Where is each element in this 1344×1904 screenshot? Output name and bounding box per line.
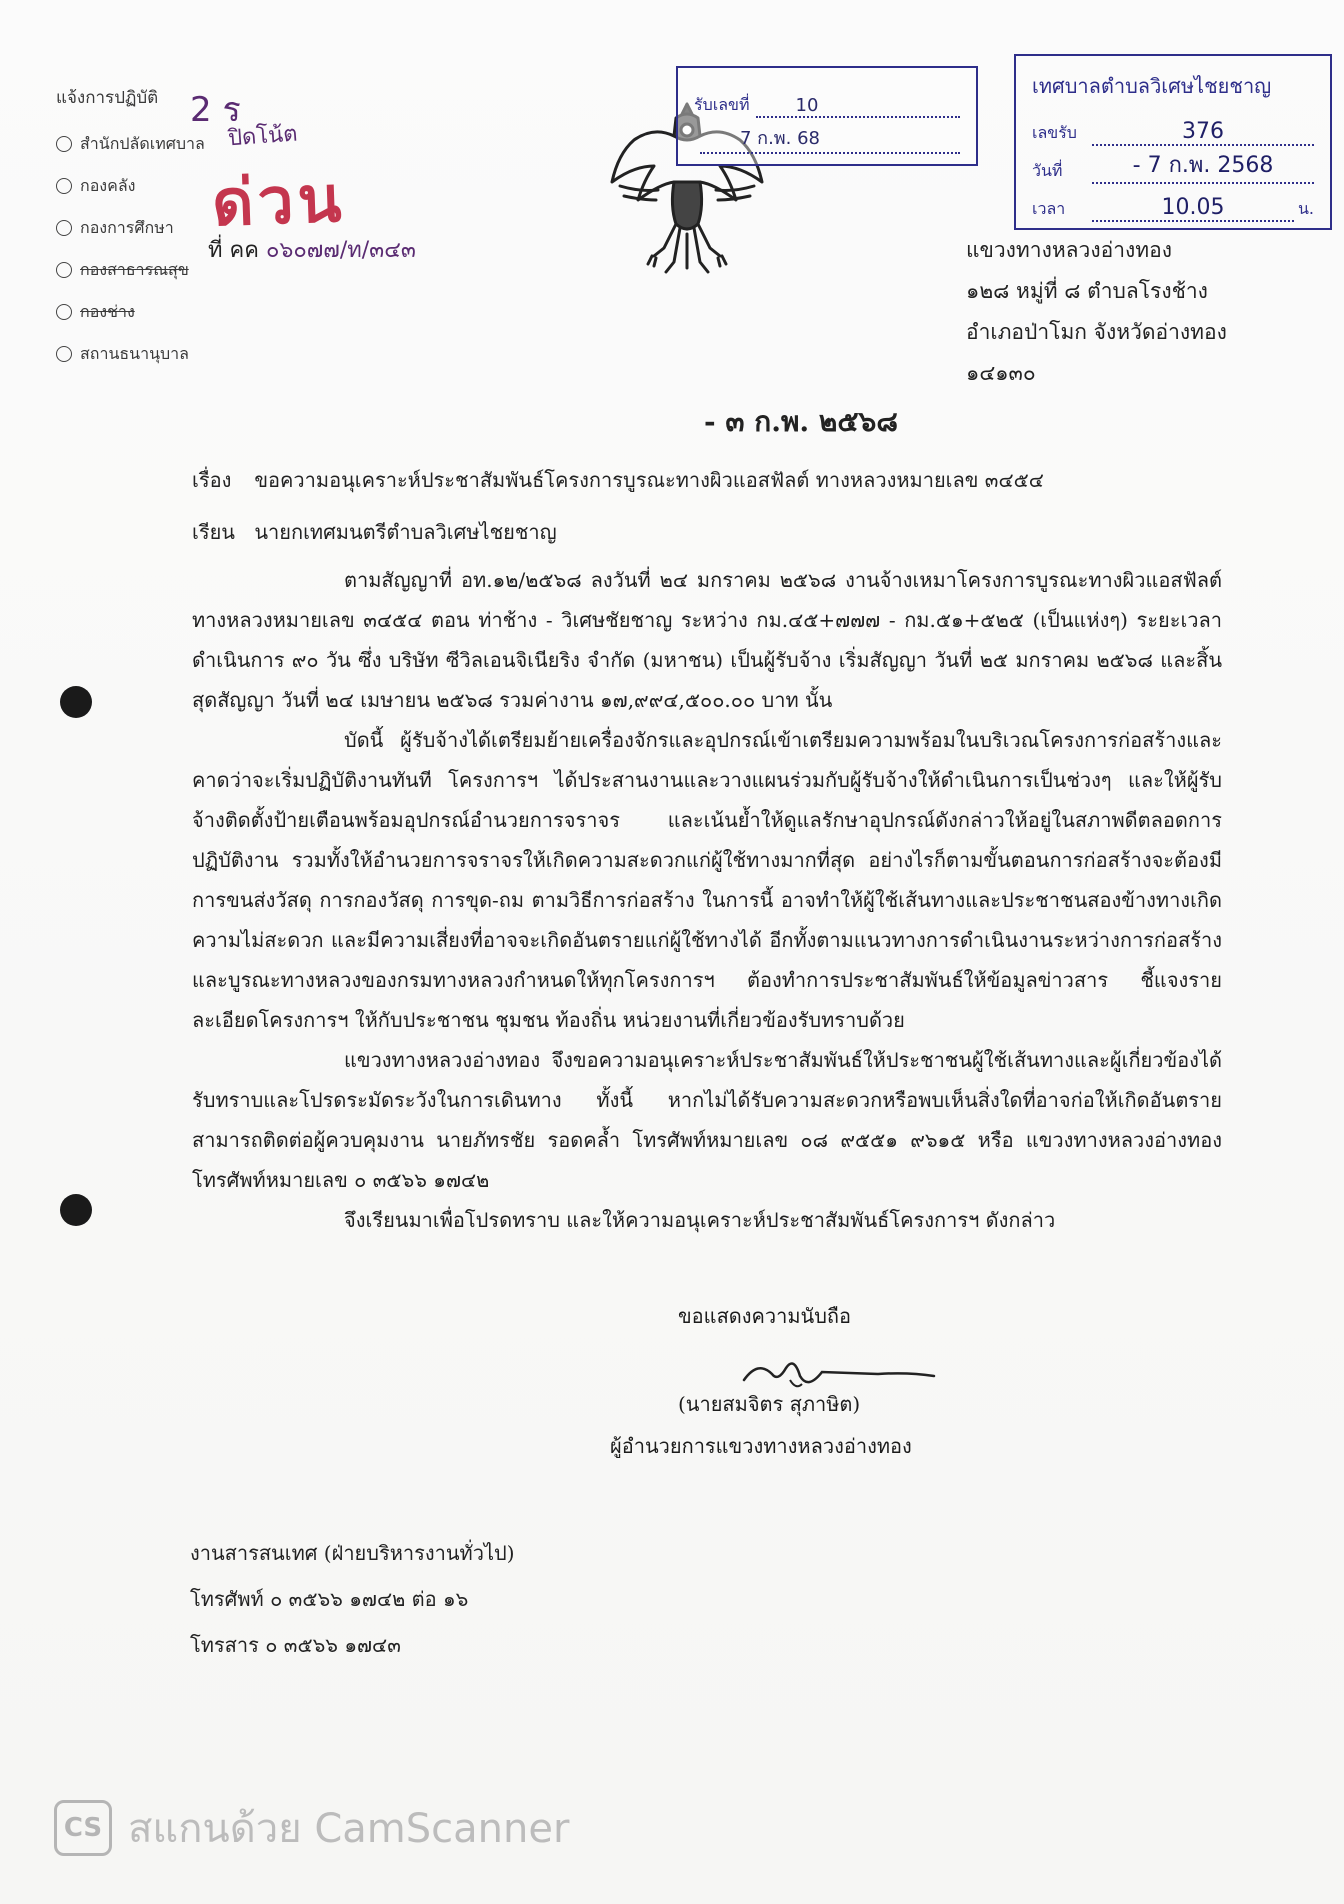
recipient-line — [192, 516, 557, 548]
radio-circle-icon — [56, 178, 72, 194]
recipient-label: เรียน — [192, 520, 235, 544]
urgent-stamp: ด่วน — [210, 162, 347, 242]
municipal-time-row — [1032, 184, 1314, 222]
routing-item-label: กองช่าง — [80, 301, 135, 321]
receive-number-label: รับเลขที่ — [694, 95, 750, 114]
receive-number-row — [694, 82, 960, 118]
municipal-time-value: 10.05 — [1092, 195, 1294, 222]
address-line: ๑๔๑๓๐ — [966, 361, 1036, 385]
municipal-receive-stamp — [1014, 54, 1332, 230]
document-number — [208, 232, 416, 267]
document-number-value: ๐๖๐๗๗/ท/๓๔๓ — [265, 238, 416, 263]
routing-item — [56, 333, 416, 375]
document-number-prefix: ที่ คค — [208, 238, 259, 263]
municipal-number-value: 376 — [1092, 119, 1314, 146]
letter-body — [192, 560, 1222, 1240]
punch-hole — [60, 686, 92, 718]
body-closing: จึงเรียนมาเพื่อโปรดทราบ และให้ความอนุเคราะห์ประชาสัมพันธ์โครงการฯ ดังกล่าว — [344, 1208, 1056, 1232]
receive-number-value: 10 — [756, 95, 960, 118]
municipal-date-value: - 7 ก.พ. 2568 — [1092, 147, 1314, 184]
radio-circle-icon — [56, 136, 72, 152]
signer-position: ผู้อำนวยการแขวงทางหลวงอ่างทอง — [610, 1434, 912, 1458]
routing-item-label: กองคลัง — [80, 175, 136, 195]
footer-line: งานสารสนเทศ (ฝ่ายบริหารงานทั่วไป) — [190, 1541, 515, 1565]
address-line: อำเภอป่าโมก จังหวัดอ่างทอง — [966, 320, 1227, 344]
address-line: ๑๒๘ หมู่ที่ ๘ ตำบลโรงช้าง — [966, 279, 1208, 303]
footer-line: โทรศัพท์ ๐ ๓๕๖๖ ๑๗๔๒ ต่อ ๑๖ — [190, 1587, 469, 1611]
camscanner-watermark — [54, 1796, 569, 1860]
municipal-stamp-title: เทศบาลตำบลวิเศษไชยชาญ — [1032, 74, 1272, 98]
regards: ขอแสดงความนับถือ — [678, 1304, 852, 1328]
municipal-date-label: วันที่ — [1032, 161, 1063, 180]
routing-item-label: สำนักปลัดเทศบาล — [80, 133, 205, 153]
camscanner-text: สแกนด้วย CamScanner — [128, 1806, 570, 1852]
routing-item-label: สถานธนานุบาล — [80, 343, 189, 363]
body-paragraph-2: บัดนี้ ผู้รับจ้างได้เตรียมย้ายเครื่องจักรและอุปกรณ์เข้าเตรียมความพร้อมในบริเวณโครงการก่อสร้างและคาดว่าจะเริ่มปฏิบัติงานทันที โครงการฯ ได้ประสานงานและวางแผนร่วมกับผู้รับจ้างให้ดำเนินการเป็นช่วงๆ และให้ผู้รับจ้างติดตั้งป้ายเตือนพร้อมอุปกรณ์อำนวยการจราจร และเน้นย้ำให้ดูแลรักษาอุปกรณ์ดังกล่าวให้อยู่ในสภาพดีตลอดการปฏิบัติงาน รวมทั้งให้อำนวยการจราจรให้เกิดความสะดวกแก่ผู้ใช้ทางมากที่สุด อย่างไรก็ตามขั้นตอนการก่อสร้างจะต้องมีการขนส่งวัสดุ การกองวัสดุ การขุด-ถม ตามวิธีการก่อสร้าง ในการนี้ อาจทำให้ผู้ใช้เส้นทางและประชาชนสองข้างทางเกิดความไม่สะดวก และมีความเสี่ยงที่อาจจะเกิดอันตรายแก่ผู้ใช้ทางได้ อีกทั้งตามแนวทางการดำเนินงานระหว่างการก่อสร้างและบูรณะทางหลวงของกรมทางหลวงกำหนดให้ทุกโครงการฯ ต้องทำการประชาสัมพันธ์ให้ข้อมูลข่าวสาร ชี้แจงรายละเอียดโครงการฯ ให้กับประชาชน ชุมชน ท้องถิ่น หน่วยงานที่เกี่ยวข้องรับทราบด้วย — [192, 728, 1222, 1032]
municipal-number-label: เลขรับ — [1032, 123, 1077, 142]
routing-header: แจ้งการปฏิบัติ — [56, 88, 159, 108]
routing-item — [56, 291, 416, 333]
address-line: แขวงทางหลวงอ่างทอง — [966, 238, 1172, 262]
signer-name: (นายสมจิตร สุภาษิต) — [678, 1392, 861, 1416]
receive-stamp — [676, 66, 978, 166]
routing-item-label: กองการศึกษา — [80, 217, 174, 237]
radio-circle-icon — [56, 220, 72, 236]
letter-date: - ๓ ก.พ. ๒๕๖๘ — [704, 405, 898, 438]
subject-text: ขอความอนุเคราะห์ประชาสัมพันธ์โครงการบูรณะทางผิวแอสฟัลต์ ทางหลวงหมายเลข ๓๔๕๔ — [254, 468, 1044, 492]
footer-line: โทรสาร ๐ ๓๕๖๖ ๑๗๔๓ — [190, 1633, 401, 1657]
municipal-time-unit: น. — [1297, 199, 1314, 218]
radio-circle-icon — [56, 262, 72, 278]
receive-date-row — [694, 118, 960, 154]
radio-circle-icon — [56, 304, 72, 320]
receive-date-value: 7 ก.พ. 68 — [700, 123, 960, 154]
municipal-time-label: เวลา — [1032, 199, 1066, 218]
punch-hole — [60, 1194, 92, 1226]
subject-line — [192, 464, 1044, 496]
routing-item-label: กองสาธารณสุข — [80, 259, 189, 279]
contact-footer — [190, 1530, 515, 1668]
municipal-date-row — [1032, 146, 1314, 184]
body-paragraph-1: ตามสัญญาที่ อท.๑๒/๒๕๖๘ ลงวันที่ ๒๔ มกราคม ๒๕๖๘ งานจ้างเหมาโครงการบูรณะทางผิวแอสฟัลต์ ทางหลวงหมายเลข ๓๔๕๔ ตอน ท่าช้าง - วิเศษชัยชาญ ระหว่าง กม.๔๕+๗๗๗ - กม.๕๑+๕๒๕ (เป็นแห่งๆ) ระยะเวลาดำเนินการ ๙๐ วัน ซึ่ง บริษัท ซีวิลเอนจิเนียริง จำกัด (มหาชน) เป็นผู้รับจ้าง เริ่มสัญญา วันที่ ๒๕ มกราคม ๒๕๖๘ และสิ้นสุดสัญญา วันที่ ๒๔ เมษายน ๒๕๖๘ รวมค่างาน ๑๗,๙๙๔,๕๐๐.๐๐ บาท นั้น — [192, 568, 1223, 712]
municipal-number-row — [1032, 108, 1314, 146]
recipient-text: นายกเทศมนตรีตำบลวิเศษไชยชาญ — [254, 520, 557, 544]
sender-address — [966, 230, 1227, 394]
radio-circle-icon — [56, 346, 72, 362]
handwritten-name: ปิดโน้ต — [227, 121, 299, 152]
handwritten-initial: 2 ร — [190, 90, 241, 130]
camscanner-logo-icon: CS — [54, 1800, 112, 1856]
subject-label: เรื่อง — [192, 468, 232, 492]
body-paragraph-3: แขวงทางหลวงอ่างทอง จึงขอความอนุเคราะห์ประชาสัมพันธ์ให้ประชาชนผู้ใช้เส้นทางและผู้เกี่ยวข้องได้รับทราบและโปรดระมัดระวังในการเดินทาง ทั้งนี้ หากไม่ได้รับความสะดวกหรือพบเห็นสิ่งใดที่อาจก่อให้เกิดอันตรายสามารถติดต่อผู้ควบคุมงาน นายภัทรชัย รอดคล้ำ โทรศัพท์หมายเลข ๐๘ ๙๕๕๑ ๙๖๑๕ หรือ แขวงทางหลวงอ่างทอง โทรศัพท์หมายเลข ๐ ๓๕๖๖ ๑๗๔๒ — [192, 1048, 1222, 1192]
